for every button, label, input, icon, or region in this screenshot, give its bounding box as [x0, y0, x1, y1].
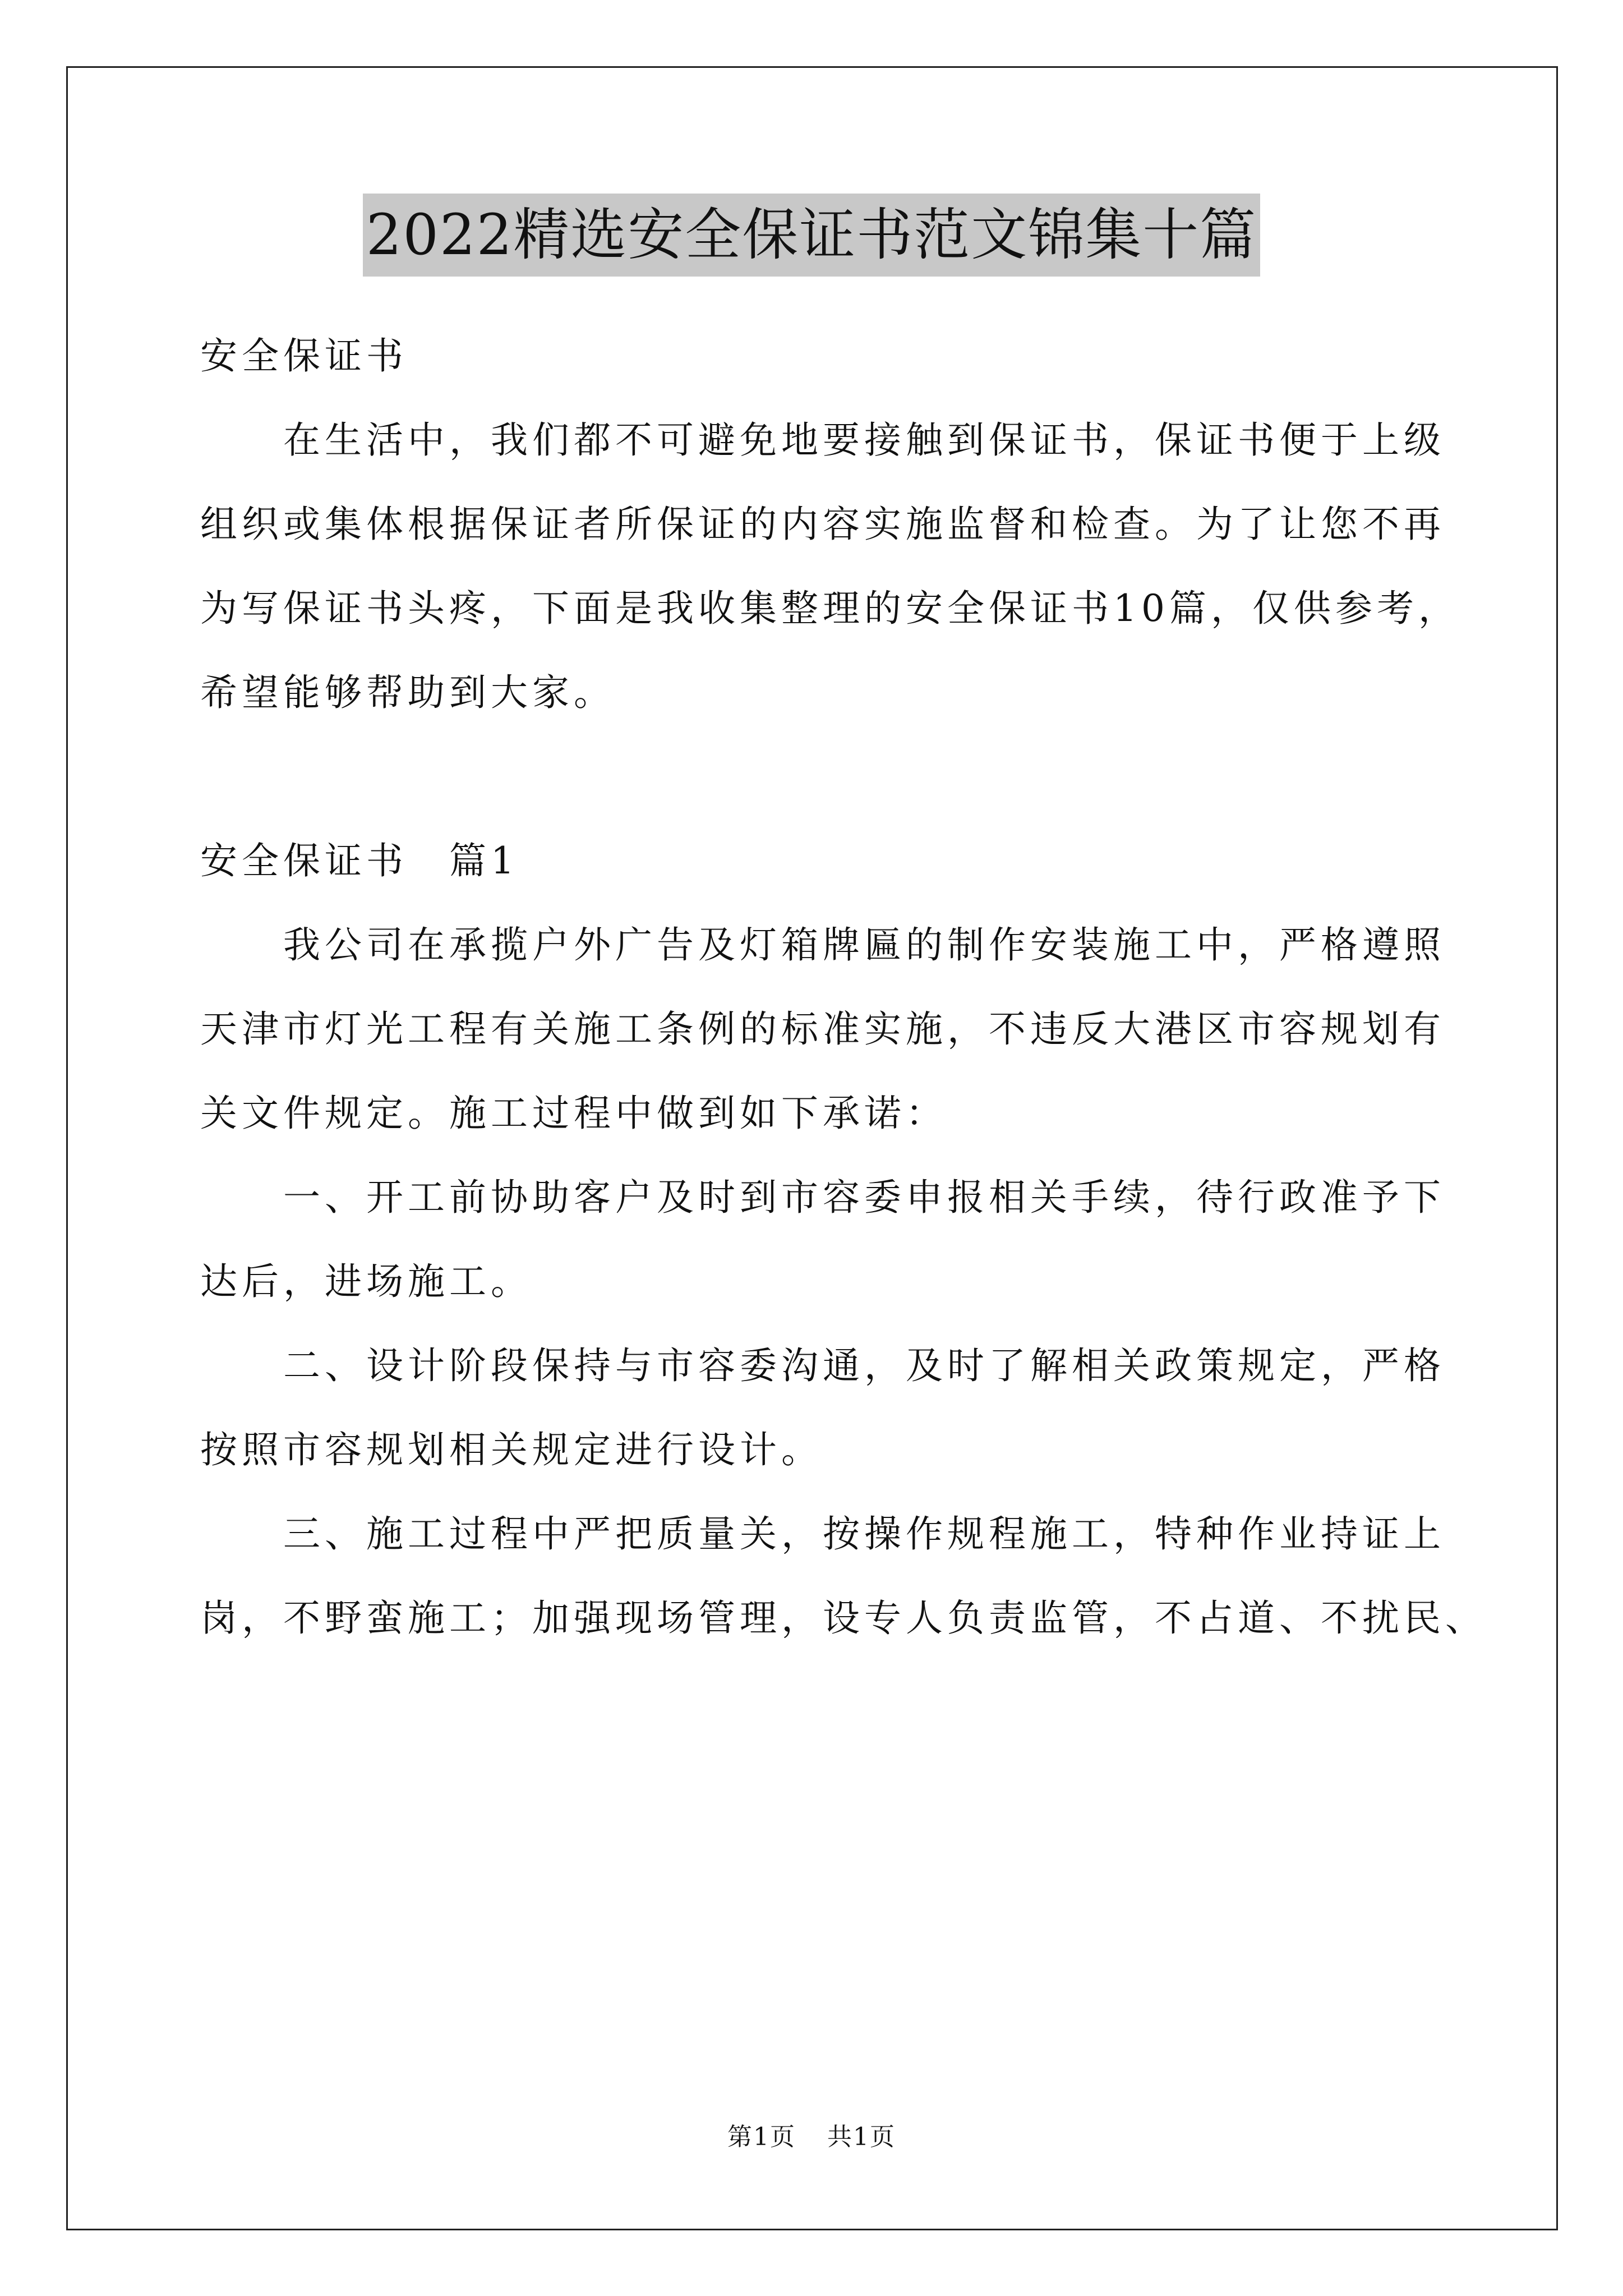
- section-line: 一、开工前协助客户及时到市容委申报相关手续，待行政准予下: [200, 1176, 1445, 1219]
- document-title: 2022精选安全保证书范文锦集十篇: [363, 194, 1261, 277]
- section-line: 三、施工过程中严把质量关，按操作规程施工，特种作业持证上: [200, 1512, 1445, 1556]
- intro-heading: 安全保证书: [200, 334, 408, 378]
- intro-line: 希望能够帮助到大家。: [200, 671, 615, 714]
- section-line: 按照市容规划相关规定进行设计。: [200, 1428, 823, 1471]
- section-heading: 安全保证书 篇1: [200, 839, 519, 882]
- section-line: 关文件规定。施工过程中做到如下承诺：: [200, 1092, 947, 1135]
- blank-line: [200, 735, 1468, 819]
- page-footer: [0, 2120, 1623, 2154]
- page-number-total: 共1页: [827, 2123, 896, 2151]
- section-line: 我公司在承揽户外广告及灯箱牌匾的制作安装施工中，严格遵照: [200, 923, 1445, 967]
- page-number-current: 第1页: [727, 2123, 796, 2151]
- section-line: 岗，不野蛮施工；加强现场管理，设专人负责监管，不占道、不扰民、: [200, 1596, 1487, 1640]
- document-body: [200, 314, 1487, 1660]
- section-line: 二、设计阶段保持与市容委沟通，及时了解相关政策规定，严格: [200, 1344, 1445, 1387]
- section-line: 达后，进场施工。: [200, 1260, 532, 1303]
- section-line: 天津市灯光工程有关施工条例的标准实施，不违反大港区市容规划有: [200, 1007, 1445, 1051]
- intro-line: 在生活中，我们都不可避免地要接触到保证书，保证书便于上级: [200, 418, 1445, 462]
- intro-line: 组织或集体根据保证者所保证的内容实施监督和检查。为了让您不再: [200, 503, 1445, 546]
- intro-line: 为写保证书头疼，下面是我收集整理的安全保证书10篇，仅供参考，: [200, 587, 1460, 630]
- title-container: [0, 194, 1623, 277]
